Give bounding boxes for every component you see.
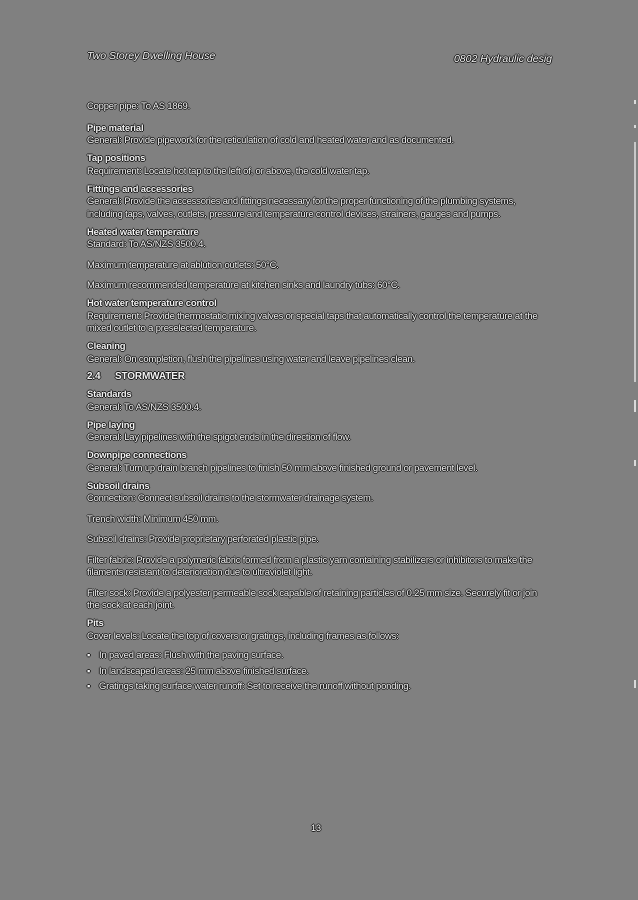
- block-paragraph: General: Provide the accessories and fittings necessary for the proper functioning of the plumbing systems, including taps, valves, outlets, pressure and temperature control devices, strainers, gauges and pumps.: [87, 195, 516, 219]
- block-heading: Pits: [87, 617, 104, 628]
- block-heading: Heated water temperature: [87, 225, 199, 237]
- bullet-list: [87, 649, 552, 693]
- margin-mark: [634, 680, 636, 688]
- bullet-item: ▪ Gratings taking surface water runoff: Set to receive the runoff without ponding.: [87, 680, 411, 691]
- block-heading: Pipe material: [87, 121, 144, 133]
- block-heading: Cleaning: [87, 340, 126, 351]
- block-tap-positions: [87, 152, 552, 177]
- block-heading: Subsoil drains: [87, 479, 150, 491]
- bullet-item: ▪ In paved areas: Flush with the paving surface.: [87, 649, 284, 660]
- block-paragraph: Connection: Connect subsoil drains to the stormwater drainage system.: [87, 492, 374, 503]
- block-heading: Standards: [87, 388, 132, 399]
- block-paragraph: Filter fabric: Provide a polymeric fabric formed from a plastic yarn containing stabilizers or inhibitors to make the filaments resistant to deterioration due to ultraviolet light.: [87, 553, 533, 577]
- block-paragraph: General: To AS/NZS 3500.4.: [87, 400, 202, 412]
- block-heading: Tap positions: [87, 152, 146, 163]
- block-heading: Hot water temperature control: [87, 297, 217, 308]
- block-paragraph: General: On completion, flush the pipelines using water and leave pipelines clean.: [87, 352, 416, 364]
- bullet-icon: ▪: [87, 680, 91, 691]
- block-fittings-and-accessories: [87, 183, 552, 221]
- block-standards: [87, 388, 552, 413]
- margin-mark: [634, 100, 636, 104]
- block-pipe-material: [87, 122, 552, 147]
- block-paragraph: General: Provide pipework for the reticulation of cold and heated water and as documented.: [87, 134, 454, 145]
- block-paragraph: General: Lay pipelines with the spigot ends in the direction of flow.: [87, 431, 351, 442]
- bullet-item: ▪ In landscaped areas: 25 mm above finished surface.: [87, 664, 309, 676]
- block-pits: [87, 617, 552, 693]
- block-paragraph: Trench width: Minimum 450 mm.: [87, 512, 219, 524]
- section-number: 2.4: [87, 370, 101, 382]
- block-paragraph: Requirement: Provide thermostatic mixing valves or special taps that automatically control the temperature at the mixed outlet to a preselected temperature.: [87, 309, 538, 333]
- block-paragraph: General: Turn up drain branch pipelines to finish 50 mm above finished ground or pavement level.: [87, 461, 478, 473]
- margin-mark: [634, 460, 636, 466]
- block-pipe-laying: [87, 419, 552, 444]
- block-paragraph: Standard: To AS/NZS 3500.4.: [87, 238, 206, 249]
- block-paragraph: Subsoil drains: Provide proprietary perforated plastic pipe.: [87, 533, 319, 544]
- page-number: 13: [311, 823, 322, 833]
- block-heading: Pipe laying: [87, 418, 135, 430]
- block-paragraph: Cover levels: Locate the top of covers or gratings, including frames as follows:: [87, 629, 399, 641]
- margin-mark: [634, 400, 636, 412]
- margin-mark: [634, 142, 636, 382]
- header-project-title: Two Storey Dwelling House: [87, 50, 216, 62]
- block-subsoil-drains: [87, 480, 552, 612]
- document-body: [87, 100, 552, 696]
- block-paragraph: Filter sock: Provide a polyester permeable sock capable of retaining particles of 0.25 mm size. Securely fit or join the sock at each joint.: [87, 586, 538, 610]
- block-paragraph: Maximum recommended temperature at kitchen sinks and laundry tubs: 60°C.: [87, 279, 400, 290]
- page-header: [87, 50, 552, 70]
- margin-marks: [634, 100, 636, 690]
- margin-mark: [634, 125, 636, 128]
- block-downpipe-connections: [87, 449, 552, 474]
- header-section-title: 0802 Hydraulic desig: [453, 53, 552, 65]
- block-heated-water-temperature: [87, 226, 552, 292]
- intro-paragraph: Copper pipe: To AS 1869.: [87, 100, 191, 111]
- bullet-icon: ▪: [87, 649, 91, 660]
- block-heading: Fittings and accessories: [87, 182, 193, 194]
- block-cleaning: [87, 340, 552, 365]
- block-paragraph: Maximum temperature at ablution outlets: 50°C.: [87, 258, 279, 270]
- block-paragraph: Requirement: Locate hot tap to the left of, or above, the cold water tap.: [87, 164, 370, 176]
- section-title: STORMWATER: [115, 370, 185, 382]
- block-heading: Downpipe connections: [87, 449, 187, 460]
- bullet-icon: ▪: [87, 664, 91, 676]
- block-hot-water-temperature-control: [87, 297, 552, 335]
- section-heading-stormwater: [87, 371, 552, 384]
